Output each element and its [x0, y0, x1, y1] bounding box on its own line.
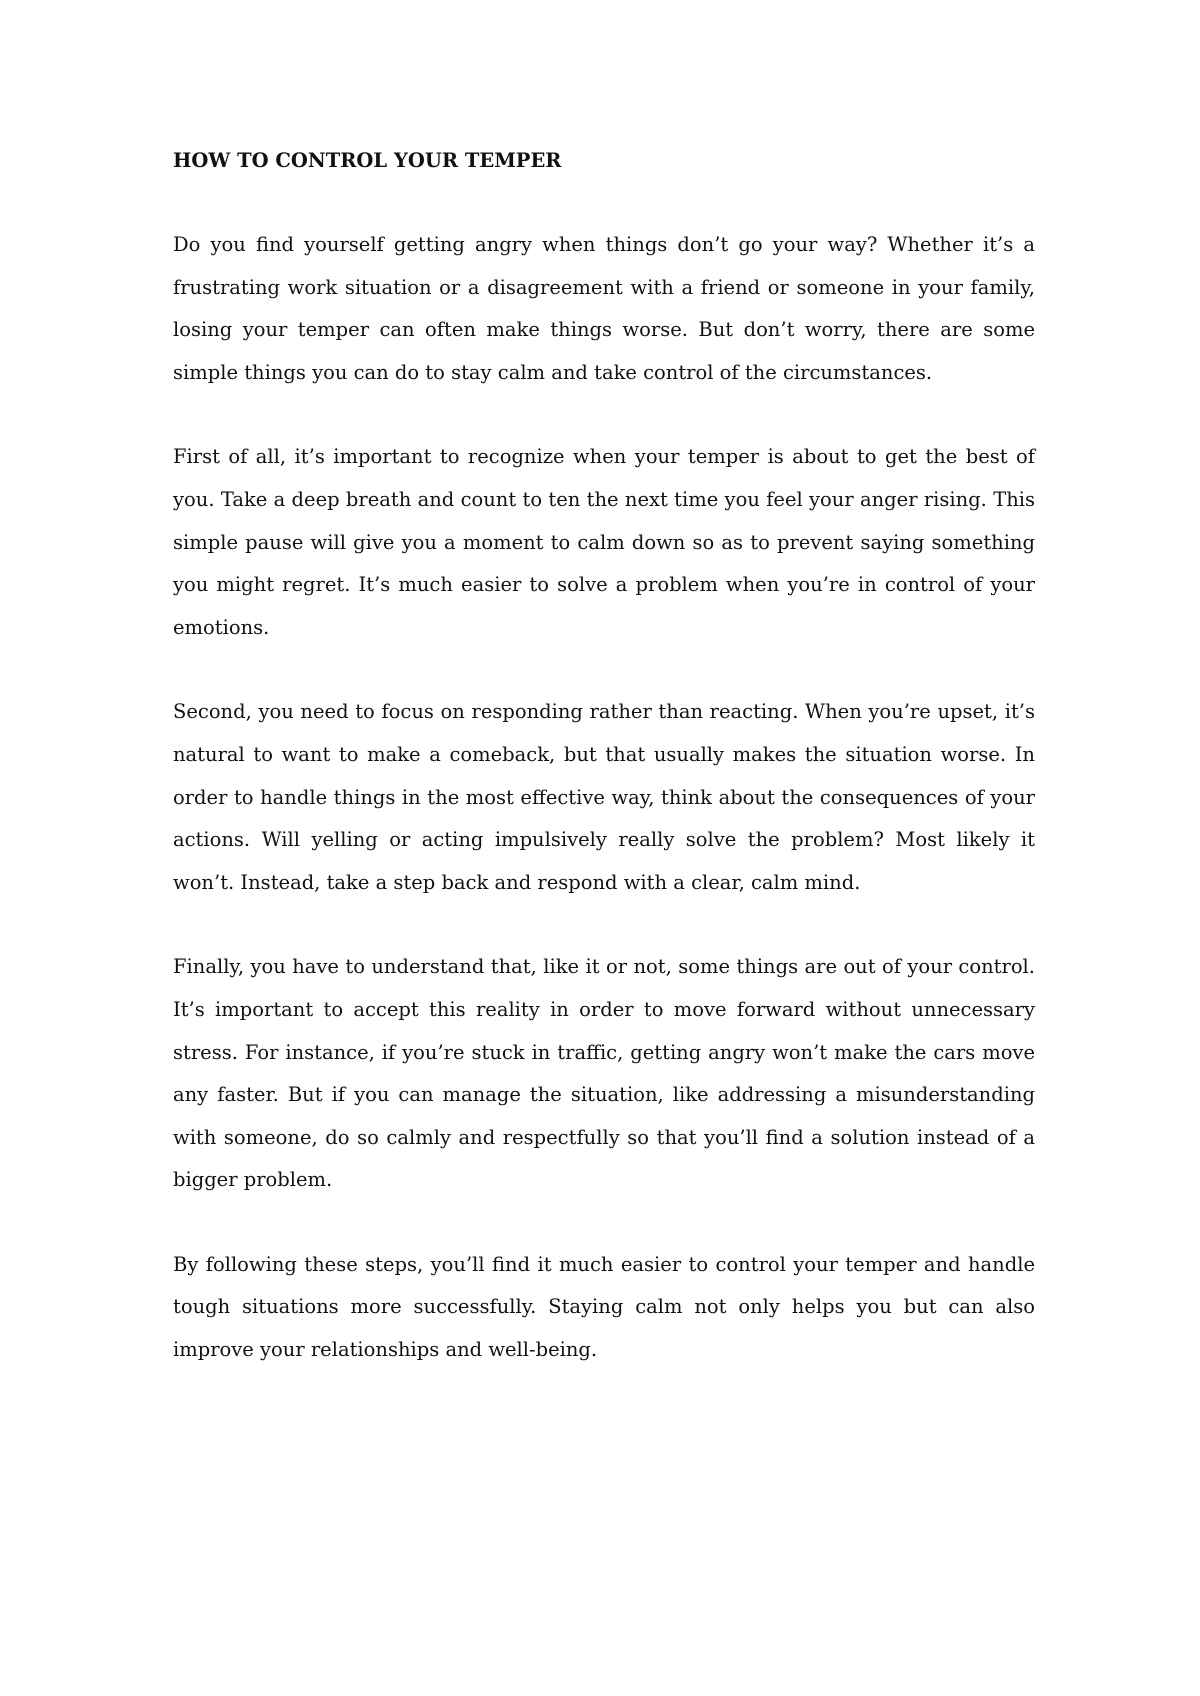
- document-body: [173, 140, 1035, 1372]
- document-title: HOW TO CONTROL YOUR TEMPER: [173, 149, 562, 172]
- paragraph-intro: Do you find yourself getting angry when things don’t go your way? Whether it’s a frustrating work situation or a disagreement with a friend or someone in your family, losing your temper can often make things worse. But don’t worry, there are some simple things you can do to stay calm and take control of the circumstances.: [173, 233, 1035, 384]
- paragraph-conclusion: By following these steps, you’ll find it much easier to control your temper and handle tough situations more successfully. Staying calm not only helps you but can also improve your relationships and well-being.: [173, 1252, 1035, 1362]
- paragraph-first: First of all, it’s important to recognize when your temper is about to get the best of you. Take a deep breath and count to ten the next time you feel your anger rising. This simple pause will give you a moment to calm down so as to prevent saying something you might regret. It’s much easier to solve a problem when you’re in control of your emotions.: [173, 445, 1035, 639]
- paragraph-finally: Finally, you have to understand that, like it or not, some things are out of your control. It’s important to accept this reality in order to move forward without unnecessary stress. For instance, if you’re stuck in traffic, getting angry won’t make the cars move any faster. But if you can manage the situation, like addressing a misunderstanding with someone, do so calmly and respectfully so that you’ll find a solution instead of a bigger problem.: [173, 955, 1035, 1192]
- paragraph-second: Second, you need to focus on responding rather than reacting. When you’re upset, it’s natural to want to make a comeback, but that usually makes the situation worse. In order to handle things in the most effective way, think about the consequences of your actions. Will yelling or acting impulsively really solve the problem? Most likely it won’t. Instead, take a step back and respond with a clear, calm mind.: [173, 700, 1035, 894]
